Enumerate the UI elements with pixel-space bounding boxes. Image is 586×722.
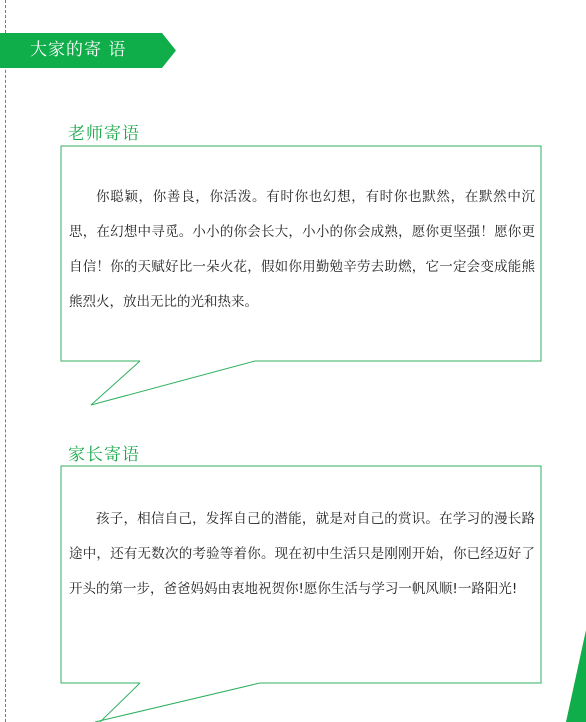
section-banner xyxy=(0,33,176,68)
parent-heading: 家长寄语 xyxy=(68,445,140,465)
banner-title: 大家的寄 语 xyxy=(30,40,127,60)
parent-message: 孩子，相信自己，发挥自己的潜能，就是对自己的赏识。在学习的漫长路途中，还有无数次的考验等着你。现在初中生活只是刚刚开始，你已经迈好了开头的第一步，爸爸妈妈由衷地祝贺你!愿你生活与学习一帆风顺!一路阳光! xyxy=(69,511,535,597)
page-margin-dashed-line xyxy=(5,0,6,722)
corner-decoration xyxy=(566,630,586,722)
teacher-heading: 老师寄语 xyxy=(68,124,140,144)
teacher-message: 你聪颖，你善良，你活泼。有时你也幻想，有时你也默然，在默然中沉思，在幻想中寻觅。小小的你会长大，小小的你会成熟，愿你更坚强！愿你更自信！你的天赋好比一朵火花，假如你用勤勉辛劳去助燃，它一定会变成能熊熊烈火，放出无比的光和热来。 xyxy=(69,189,535,310)
